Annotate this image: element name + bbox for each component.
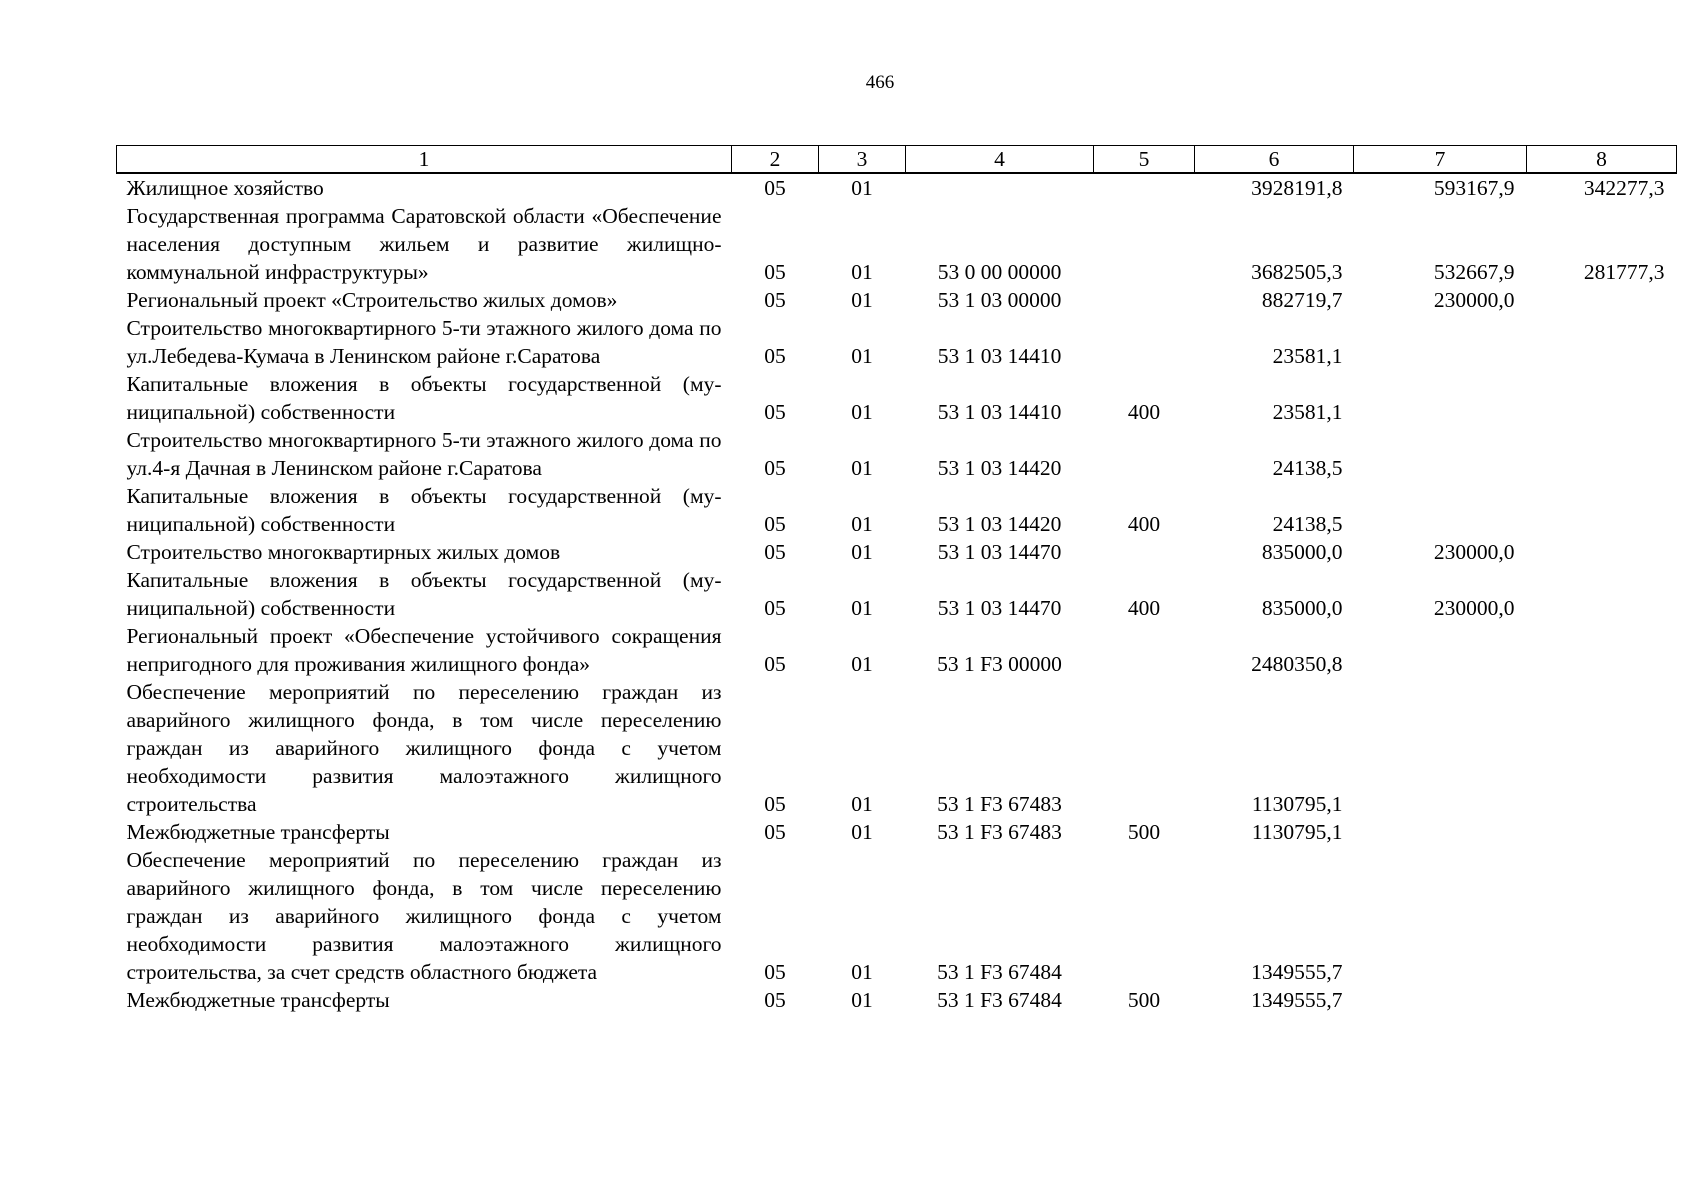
header-col-3: 3 bbox=[819, 146, 906, 174]
row-name: Жилищное хозяйство bbox=[126, 176, 324, 200]
row-subsection: 01 bbox=[851, 176, 873, 200]
row-target-code: 53 1 03 00000 bbox=[937, 288, 1062, 312]
row-subsection: 01 bbox=[851, 260, 873, 284]
row-expense-type: 500 bbox=[1127, 988, 1161, 1012]
row-sum-col6: 3682505,3 bbox=[1251, 260, 1343, 284]
row-section: 05 bbox=[764, 288, 786, 312]
table-row bbox=[117, 818, 1677, 846]
row-section: 05 bbox=[764, 540, 786, 564]
table-row bbox=[117, 986, 1677, 1014]
row-sum-col7 bbox=[1354, 678, 1527, 818]
row-sum-col6: 3928191,8 bbox=[1251, 176, 1343, 200]
row-target-code: 53 0 00 00000 bbox=[937, 260, 1062, 284]
row-sum-col6: 23581,1 bbox=[1272, 344, 1343, 368]
row-target-code: 53 1 03 14410 bbox=[937, 344, 1062, 368]
row-subsection: 01 bbox=[851, 540, 873, 564]
row-section: 05 bbox=[764, 260, 786, 284]
row-expense-type: 400 bbox=[1127, 512, 1161, 536]
row-name: Государственная программа Саратовской области «Обеспечение населения доступным жильем и развитие жилищно-коммунальной инфраструктуры» bbox=[126, 204, 722, 284]
row-expense-type bbox=[1094, 538, 1195, 566]
row-sum-col7 bbox=[1354, 622, 1527, 678]
row-expense-type bbox=[1094, 286, 1195, 314]
row-subsection: 01 bbox=[851, 596, 873, 620]
header-row bbox=[117, 146, 1677, 174]
row-section: 05 bbox=[764, 988, 786, 1012]
row-sum-col8 bbox=[1527, 622, 1677, 678]
row-target-code: 53 1 03 14470 bbox=[937, 540, 1062, 564]
header-col-1: 1 bbox=[117, 146, 732, 174]
row-sum-col7 bbox=[1354, 370, 1527, 426]
header-col-6: 6 bbox=[1195, 146, 1354, 174]
row-sum-col8 bbox=[1527, 986, 1677, 1014]
row-sum-col8: 281777,3 bbox=[1583, 260, 1665, 284]
row-sum-col7 bbox=[1354, 426, 1527, 482]
row-subsection: 01 bbox=[851, 344, 873, 368]
row-expense-type: 400 bbox=[1127, 400, 1161, 424]
row-subsection: 01 bbox=[851, 652, 873, 676]
row-sum-col6: 835000,0 bbox=[1261, 540, 1343, 564]
row-subsection: 01 bbox=[851, 400, 873, 424]
row-section: 05 bbox=[764, 176, 786, 200]
row-section: 05 bbox=[764, 652, 786, 676]
row-sum-col6: 24138,5 bbox=[1272, 456, 1343, 480]
row-sum-col6: 1130795,1 bbox=[1251, 820, 1343, 844]
header-col-2: 2 bbox=[732, 146, 819, 174]
row-name: Строительство многоквартирного 5-ти этажного жилого дома по ул.4-я Дачная в Ленинском районе г.Саратова bbox=[126, 428, 722, 480]
row-subsection: 01 bbox=[851, 820, 873, 844]
table-header bbox=[117, 146, 1677, 174]
row-expense-type bbox=[1094, 314, 1195, 370]
row-expense-type bbox=[1094, 173, 1195, 202]
row-name: Строительство многоквартирных жилых домов bbox=[126, 540, 561, 564]
row-target-code: 53 1 03 14410 bbox=[937, 400, 1062, 424]
row-name: Капитальные вложения в объекты государственной (муниципальной) собственности bbox=[126, 484, 722, 536]
row-name: Капитальные вложения в объекты государственной (муниципальной) собственности bbox=[126, 372, 722, 424]
row-sum-col6: 1349555,7 bbox=[1251, 988, 1343, 1012]
row-target-code: 53 1 F3 67484 bbox=[937, 988, 1062, 1012]
header-col-5: 5 bbox=[1094, 146, 1195, 174]
row-sum-col7 bbox=[1354, 986, 1527, 1014]
row-subsection: 01 bbox=[851, 792, 873, 816]
row-expense-type bbox=[1094, 202, 1195, 286]
row-sum-col6: 1349555,7 bbox=[1251, 960, 1343, 984]
budget-table bbox=[116, 145, 1677, 1014]
row-target-code: 53 1 F3 00000 bbox=[937, 652, 1062, 676]
row-section: 05 bbox=[764, 820, 786, 844]
row-name: Обеспечение мероприятий по переселению граждан из аварийного жилищного фонда, в том числе переселению граждан из аварийного жилищного фонда с учетом необходимости развития малоэтажного жилищного строительства, за счет средств областного бюджета bbox=[126, 848, 722, 984]
header-col-8: 8 bbox=[1527, 146, 1677, 174]
row-sum-col6: 1130795,1 bbox=[1251, 792, 1343, 816]
row-expense-type bbox=[1094, 426, 1195, 482]
row-sum-col6: 24138,5 bbox=[1272, 512, 1343, 536]
row-section: 05 bbox=[764, 456, 786, 480]
table-row bbox=[117, 566, 1677, 622]
row-subsection: 01 bbox=[851, 288, 873, 312]
page-number: 466 bbox=[865, 72, 895, 93]
row-subsection: 01 bbox=[851, 960, 873, 984]
row-expense-type bbox=[1094, 678, 1195, 818]
row-sum-col7: 230000,0 bbox=[1433, 540, 1515, 564]
table-row bbox=[117, 538, 1677, 566]
row-section: 05 bbox=[764, 512, 786, 536]
header-col-4: 4 bbox=[906, 146, 1094, 174]
row-name: Обеспечение мероприятий по переселению граждан из аварийного жилищного фонда, в том числе переселению граждан из аварийного жилищного фонда с учетом необходимости развития малоэтажного жилищного строительства bbox=[126, 680, 722, 816]
row-expense-type bbox=[1094, 846, 1195, 986]
row-target-code: 53 1 F3 67483 bbox=[937, 792, 1062, 816]
row-name: Капитальные вложения в объекты государственной (муниципальной) собственности bbox=[126, 568, 722, 620]
table-body bbox=[117, 173, 1677, 1014]
row-sum-col7: 230000,0 bbox=[1433, 596, 1515, 620]
row-sum-col8 bbox=[1527, 566, 1677, 622]
row-sum-col8 bbox=[1527, 482, 1677, 538]
row-name: Строительство многоквартирного 5-ти этажного жилого дома по ул.Лебедева-Кумача в Ленинском районе г.Саратова bbox=[126, 316, 722, 368]
table-row bbox=[117, 314, 1677, 370]
row-subsection: 01 bbox=[851, 988, 873, 1012]
row-section: 05 bbox=[764, 960, 786, 984]
row-subsection: 01 bbox=[851, 512, 873, 536]
header-col-7: 7 bbox=[1354, 146, 1527, 174]
row-sum-col8 bbox=[1527, 370, 1677, 426]
row-section: 05 bbox=[764, 400, 786, 424]
row-section: 05 bbox=[764, 596, 786, 620]
row-sum-col7 bbox=[1354, 482, 1527, 538]
table-row bbox=[117, 678, 1677, 818]
table-row bbox=[117, 846, 1677, 986]
row-target-code: 53 1 F3 67483 bbox=[937, 820, 1062, 844]
row-sum-col7: 593167,9 bbox=[1433, 176, 1515, 200]
row-sum-col8 bbox=[1527, 846, 1677, 986]
row-sum-col8 bbox=[1527, 678, 1677, 818]
row-sum-col7 bbox=[1354, 818, 1527, 846]
row-expense-type: 500 bbox=[1127, 820, 1161, 844]
row-sum-col7: 532667,9 bbox=[1433, 260, 1515, 284]
row-sum-col8 bbox=[1527, 286, 1677, 314]
table-row bbox=[117, 286, 1677, 314]
row-target-code bbox=[906, 173, 1094, 202]
table-row bbox=[117, 426, 1677, 482]
row-name: Региональный проект «Строительство жилых домов» bbox=[126, 288, 618, 312]
table-row bbox=[117, 202, 1677, 286]
row-name: Межбюджетные трансферты bbox=[126, 988, 390, 1012]
row-sum-col6: 23581,1 bbox=[1272, 400, 1343, 424]
row-name: Региональный проект «Обеспечение устойчивого сокращения непригодного для проживания жилищного фонда» bbox=[126, 624, 722, 676]
row-sum-col6: 835000,0 bbox=[1261, 596, 1343, 620]
table-row bbox=[117, 622, 1677, 678]
row-sum-col8 bbox=[1527, 314, 1677, 370]
row-target-code: 53 1 03 14470 bbox=[937, 596, 1062, 620]
row-sum-col7: 230000,0 bbox=[1433, 288, 1515, 312]
row-expense-type: 400 bbox=[1127, 596, 1161, 620]
row-sum-col7 bbox=[1354, 846, 1527, 986]
row-target-code: 53 1 03 14420 bbox=[937, 512, 1062, 536]
row-target-code: 53 1 F3 67484 bbox=[937, 960, 1062, 984]
row-sum-col7 bbox=[1354, 314, 1527, 370]
row-sum-col6: 882719,7 bbox=[1261, 288, 1343, 312]
table-row bbox=[117, 370, 1677, 426]
table-row bbox=[117, 173, 1677, 202]
row-section: 05 bbox=[764, 792, 786, 816]
row-sum-col8 bbox=[1527, 818, 1677, 846]
row-sum-col8: 342277,3 bbox=[1583, 176, 1665, 200]
row-expense-type bbox=[1094, 622, 1195, 678]
row-name: Межбюджетные трансферты bbox=[126, 820, 390, 844]
table-row bbox=[117, 482, 1677, 538]
row-sum-col8 bbox=[1527, 426, 1677, 482]
row-section: 05 bbox=[764, 344, 786, 368]
row-sum-col8 bbox=[1527, 538, 1677, 566]
row-sum-col6: 2480350,8 bbox=[1251, 652, 1343, 676]
row-subsection: 01 bbox=[851, 456, 873, 480]
row-target-code: 53 1 03 14420 bbox=[937, 456, 1062, 480]
